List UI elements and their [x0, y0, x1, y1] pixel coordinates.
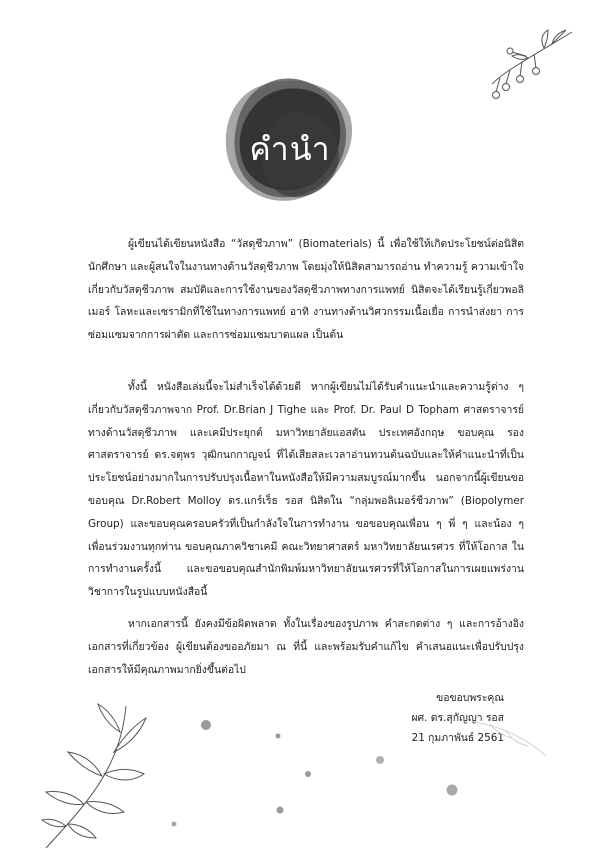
- apology-paragraph: [88, 613, 524, 681]
- decorative-dots: [0, 700, 600, 850]
- dot-2: [276, 734, 281, 739]
- paragraph-1-text: ผู้เขียนได้เขียนหนังสือ “วัสดุชีวภาพ” (Biomaterials) นี้ เพื่อใช้ให้เกิดประโยชน์ต่อนิสิต นักศึกษา และผู้สนใจในงานทางด้านวัสดุชีวภาพ โดยมุ่งให้นิสิตสามารถอ่าน ทำความรู้ ความเข้าใจเกี่ยวกับวัสดุชีวภาพ สมบัติและการใช้งานของวัสดุชีวภาพทางการแพทย์ นิสิตจะได้เรียนรู้เกี่ยวพอลิเมอร์ โลหะและเซรามิกที่ใช้ในทางการแพทย์ อาทิ งานทางด้านวิศวกรรมเนื้อเยื่อ การนำส่งยา การซ่อมแซมจากการผ่าตัด และการซ่อมแซมบาดแผล เป็นต้น: [88, 238, 524, 342]
- berry-branch-icon: [486, 26, 576, 102]
- dot-1: [201, 720, 211, 730]
- signature-date: 21 กุมภาพันธ์ 2561: [411, 732, 504, 744]
- dot-6: [277, 807, 284, 814]
- paragraph-3-text: หากเอกสารนี้ ยังคงมีข้อผิดพลาด ทั้งในเรื่องของรูปภาพ คำสะกดต่าง ๆ และการอ้างอิงเอกสารที่เกี่ยวข้อง ผู้เขียนต้องขออภัยมา ณ ที่นี้ และพร้อมรับคำแก้ไข คำเสนอแนะเพื่อปรับปรุงเอกสารให้มีคุณภาพมากยิ่งขึ้นต่อไป: [88, 618, 524, 676]
- page-title: คำนำ: [249, 130, 331, 168]
- signature-author: ผศ. ดร.สุกัญญา รอส: [411, 712, 504, 724]
- dot-5: [447, 785, 458, 796]
- paragraph-2-text: ทั้งนี้ หนังสือเล่มนี้จะไม่สำเร็จได้ด้วยดี หากผู้เขียนไม่ได้รับคำแนะนำและความรู้ต่าง ๆ เกี่ยวกับวัสดุชีวภาพจาก Prof. Dr.Brian J Tighe และ Prof. Dr. Paul D Topham ศาสตราจารย์ทางด้านวัสดุชีวภาพ และเคมีประยุกต์ มหาวิทยาลัยแอสตัน ประเทศอังกฤษ ขอบคุณ รองศาสตราจารย์ ดร.จตุพร วุฒิกนกกาญจน์ ที่ได้เสียสละเวลาอ่านทวนต้นฉบับและให้คำแนะนำที่เป็นประโยชน์อย่างมากในการปรับปรุงเนื้อหาในหนังสือให้มีความสมบูรณ์มากขึ้น นอกจากนี้ผู้เขียนขอขอบคุณ Dr.Robert Molloy ดร.แกร์เร็ธ รอส นิสิตใน “กลุ่มพอลิเมอร์ชีวภาพ” (Biopolymer Group) และขอบคุณครอบครัวที่เป็นกำลังใจในการทำงาน ขอขอบคุณเพื่อน ๆ พี่ ๆ และน้อง ๆ เพื่อนร่วมงานทุกท่าน ขอบคุณภาควิชาเคมี คณะวิทยาศาสตร์ มหาวิทยาลัยนเรศวร ที่ให้โอกาส ในการทำงานครั้งนี้ และขอขอบคุณสำนักพิมพ์มหาวิทยาลัยนเรศวรที่ให้โอกาสในการเผยแพร่งานวิชาการในรูปแบบหนังสือนี้: [88, 381, 524, 599]
- dot-7: [172, 822, 177, 827]
- acknowledgement-paragraph: [88, 376, 524, 604]
- dot-3: [305, 771, 311, 777]
- signature-closing: ขอขอบพระคุณ: [436, 692, 504, 704]
- title-badge: [220, 72, 360, 212]
- dot-4: [376, 756, 384, 764]
- intro-paragraph: [88, 233, 524, 347]
